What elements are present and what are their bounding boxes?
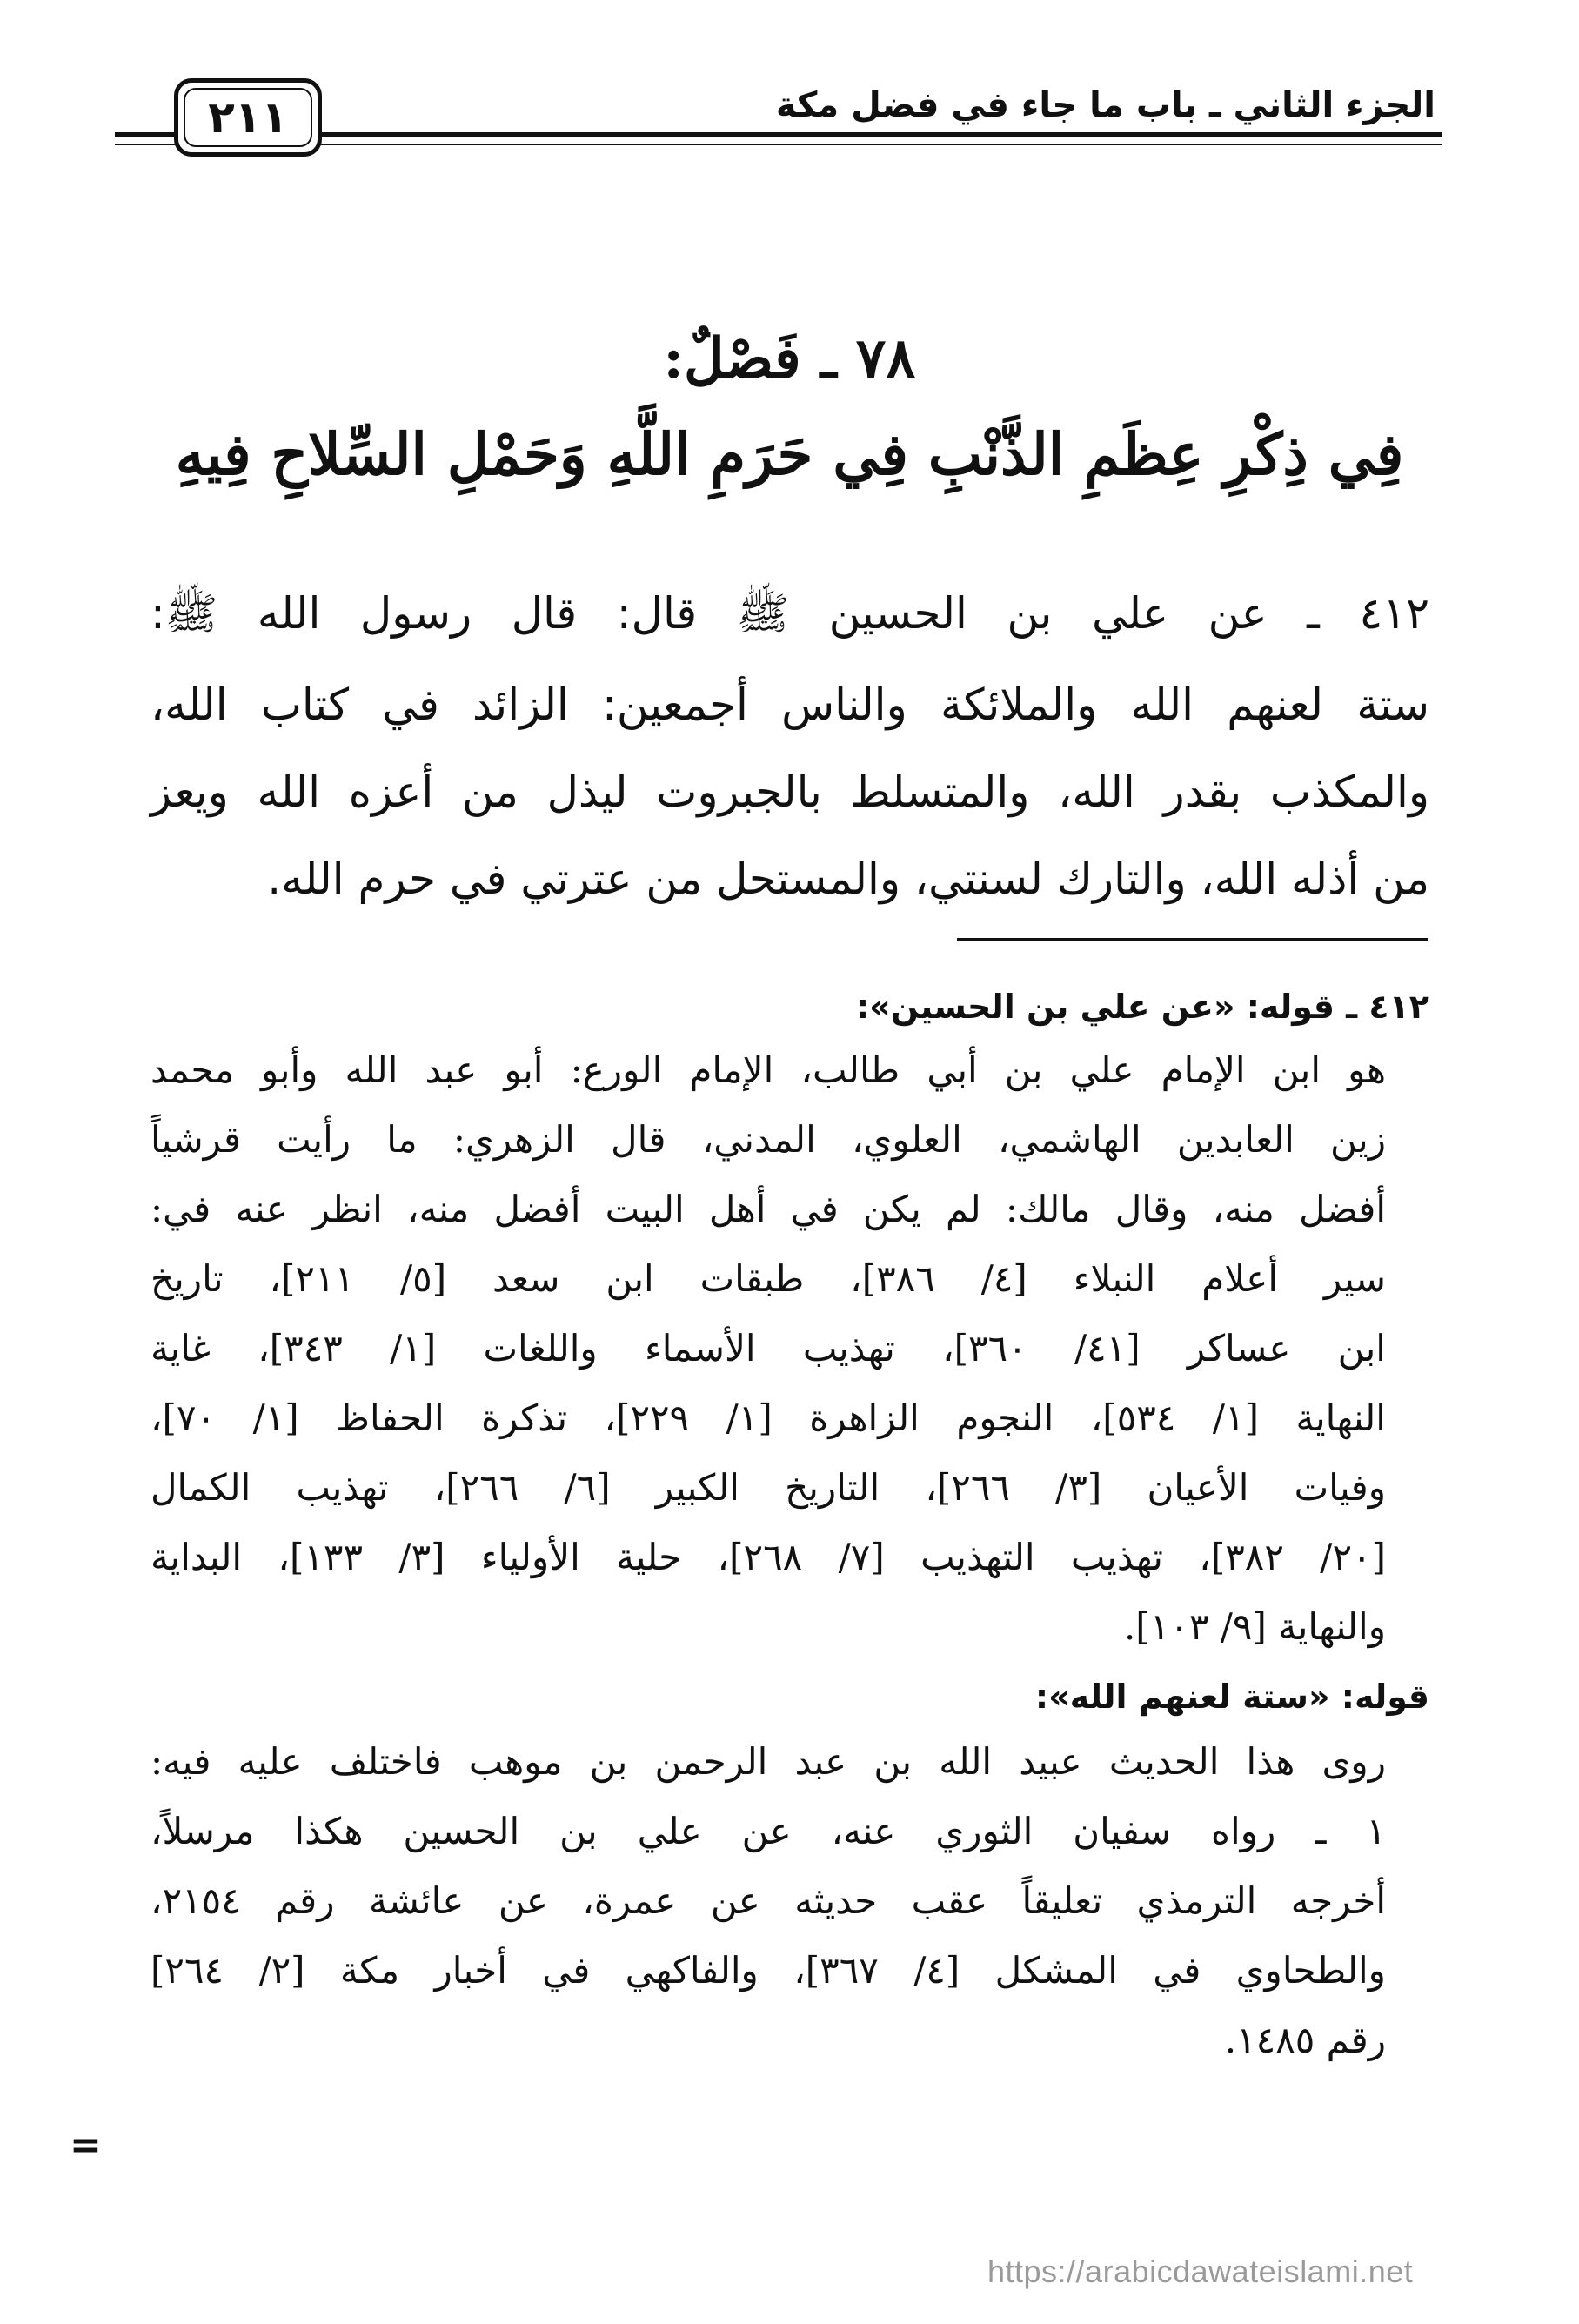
hadith-line: ستة لعنهم الله والملائكة والناس أجمعين: الزائد في كتاب الله، [151, 680, 1429, 730]
section-title: فِي ذِكْرِ عِظَمِ الذَّنْبِ فِي حَرَمِ اللَّهِ وَحَمْلِ السِّلاحِ فِيهِ [175, 420, 1404, 488]
page-number-frame [174, 78, 322, 157]
footnote-line: رقم ١٤٨٥. [1224, 2019, 1386, 2061]
footnote-line: وفيات الأعيان [٣/ ٢٦٦]، التاريخ الكبير [٦/ ٢٦٦]، تهذيب الكمال [151, 1466, 1386, 1509]
footnote-line: النهاية [١/ ٥٣٤]، النجوم الزاهرة [١/ ٢٢٩]، تذكرة الحفاظ [١/ ٧٠]، [151, 1396, 1386, 1439]
footnote-line: والنهاية [٩/ ١٠٣]. [1123, 1605, 1386, 1648]
footnote-line: سير أعلام النبلاء [٤/ ٣٨٦]، طبقات ابن سعد [٥/ ٢١١]، تاريخ [151, 1257, 1386, 1300]
footnote-lead: ٤١٢ ـ قوله: «عن علي بن الحسين»: [855, 988, 1429, 1026]
footnote-line: أفضل منه، وقال مالك: لم يكن في أهل البيت أفضل منه، انظر عنه في: [151, 1188, 1386, 1230]
hadith-line: والمكذب بقدر الله، والمتسلط بالجبروت ليذل من أعزه الله ويعز [151, 767, 1429, 817]
running-header-title: الجزء الثاني ـ باب ما جاء في فضل مكة [775, 85, 1435, 125]
hadith-line: من أذله الله، والتارك لسنتي، والمستحل من عترتي في حرم الله. [267, 854, 1429, 904]
footnote-line: هو ابن الإمام علي بن أبي طالب، الإمام الورع: أبو عبد الله وأبو محمد [151, 1048, 1386, 1091]
footnote-line: ١ ـ رواه سفيان الثوري عنه، عن علي بن الحسين هكذا مرسلاً، [151, 1810, 1386, 1852]
footnote-line: أخرجه الترمذي تعليقاً عقب حديثه عن عمرة، عن عائشة رقم ٢١٥٤، [151, 1879, 1386, 1922]
footnote-line: ابن عساكر [٤١/ ٣٦٠]، تهذيب الأسماء واللغات [١/ ٣٤٣]، غاية [151, 1327, 1386, 1370]
footnote-line: [٢٠/ ٣٨٢]، تهذيب التهذيب [٧/ ٢٦٨]، حلية الأولياء [٣/ ١٣٣]، البداية [151, 1536, 1386, 1578]
footnote-line: روى هذا الحديث عبيد الله بن عبد الرحمن بن موهب فاختلف عليه فيه: [151, 1740, 1386, 1783]
footnote-lead: قوله: «ستة لعنهم الله»: [1034, 1678, 1429, 1716]
section-heading: ٧٨ ـ فَصْلٌ: [663, 326, 916, 392]
footnote-line: زين العابدين الهاشمي، العلوي، المدني، قال الزهري: ما رأيت قرشياً [151, 1118, 1386, 1161]
hadith-line: ٤١٢ ـ عن علي بن الحسين ﷺ قال: قال رسول الله ﷺ: [151, 588, 1429, 639]
page-number: ٢١١ [208, 92, 288, 143]
footnote-divider [957, 938, 1428, 941]
continuation-mark: = [70, 2123, 102, 2167]
footnote-line: والطحاوي في المشكل [٤/ ٣٦٧]، والفاكهي في أخبار مكة [٢/ ٢٦٤] [151, 1949, 1386, 1992]
watermark-url: https://arabicdawateislami.net [987, 2254, 1414, 2289]
